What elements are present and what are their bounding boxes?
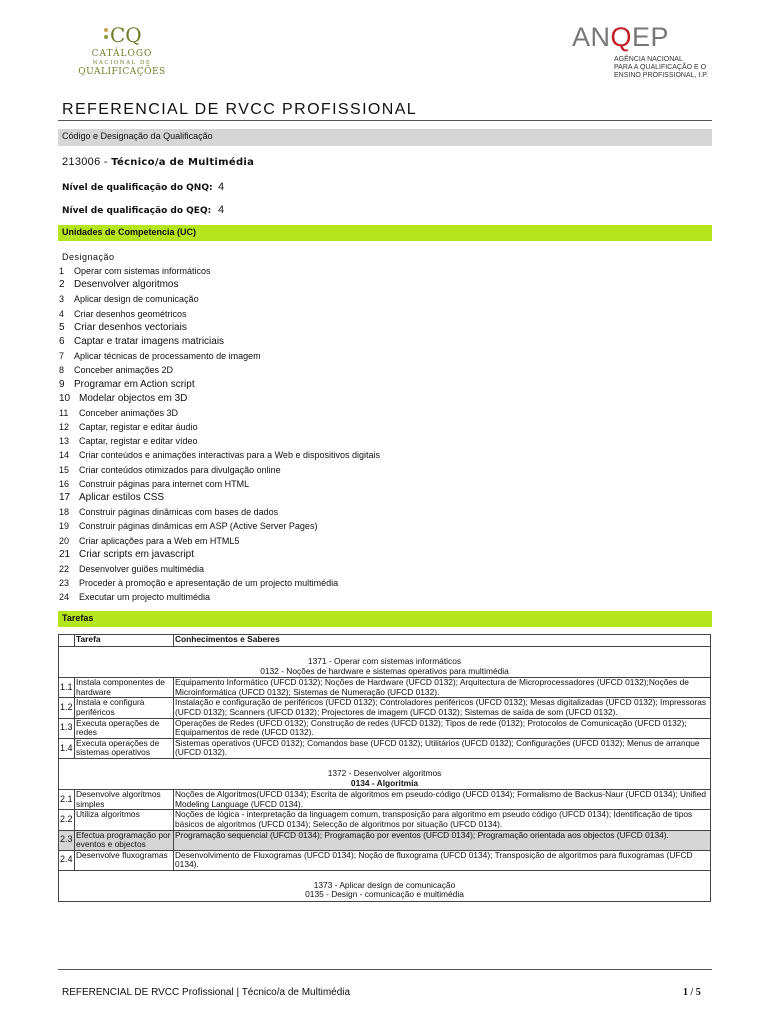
uc-item [58,590,380,604]
uc-item-label: Aplicar técnicas de processamento de imagem [74,351,261,362]
logo-line-2: NACIONAL DE [92,60,152,66]
table-row [59,810,711,830]
task-knowledge: Operações de Redes (UFCD 0132); Construção de redes (UFCD 0132); Tipos de rede (0132); Protocolos de Comunicação (UFCD 0132); Equipamentos de rede (UFCD 0132). [174,718,711,738]
uc-item-label: Captar, registar e editar vídeo [79,436,198,447]
uc-item [58,463,380,477]
uc-group-title: 1371 - Operar com sistemas informáticos [307,656,462,666]
uc-item [58,548,380,562]
uc-item-number: 3 [59,294,65,305]
table-header-row [59,635,711,647]
uc-item-number: 19 [59,521,70,532]
uc-item [58,562,380,576]
uc-item [58,335,380,349]
qeq-label: Nível de qualificação do QEQ: [62,206,212,216]
uc-item-label: Captar, registar e editar áudio [79,422,198,433]
task-number: 2.2 [59,810,75,830]
task-number: 1.1 [59,678,75,698]
qualification-code-line [62,156,254,168]
uc-group-cell [59,758,711,789]
anqep-logo [568,20,708,80]
tarefas-table [58,634,711,902]
qualification-section-bar [58,129,712,146]
qeq-value: 4 [218,204,225,216]
uc-item-number: 10 [59,392,71,404]
uc-item-number: 21 [59,548,71,560]
task-name: Desenvolve fluxogramas [75,850,174,870]
uc-item-number: 2 [59,279,65,291]
uc-item-label: Aplicar estilos CSS [79,492,165,503]
table-row [59,698,711,718]
uc-item-label: Aplicar design de comunicação [74,294,199,305]
uc-item [58,349,380,363]
uc-item-number: 8 [59,365,65,376]
table-row [59,850,711,870]
designacao-heading: Designação [62,252,115,262]
uc-item-label: Criar aplicações para a Web em HTML5 [79,535,240,546]
table-row [59,830,711,850]
uc-item-number: 16 [59,478,70,489]
uc-item-label: Programar em Action script [74,378,195,390]
uc-group-title: 1373 - Aplicar design de comunicação [313,879,456,890]
task-name: Efectua programação por eventos e objectos [75,830,174,850]
uc-item [58,378,380,392]
uc-item [58,307,380,321]
uc-group-row [59,758,711,789]
uc-item-number: 13 [59,436,70,447]
anqep-wordmark: ANQEP [572,22,670,52]
uc-item [58,519,380,533]
uc-item-label: Conceber animações 2D [74,365,174,376]
task-name: Executa operações de redes [75,718,174,738]
tarefas-section-bar [58,611,712,627]
task-knowledge: Programação sequencial (UFCD 0134); Programação por eventos (UFCD 0134); Programação orientada aos objectos (UFCD 0134). [174,830,711,850]
uc-item-label: Executar um projecto multimédia [79,592,211,603]
qualification-section-label: Código e Designação da Qualificação [62,131,213,141]
uc-item [58,363,380,377]
uc-item-label: Criar conteúdos e animações interactivas para a Web e dispositivos digitais [79,450,380,461]
uc-item-number: 20 [59,535,70,546]
uc-item-number: 1 [59,266,65,276]
task-name: Instala componentes de hardware [75,678,174,698]
uc-item-label: Proceder à promoção e apresentação de um projecto multimédia [79,578,339,589]
uc-item [58,491,380,505]
uc-group-row [59,870,711,901]
uc-item-label: Captar e tratar imagens matriciais [74,335,225,347]
cq-monogram-icon [94,20,150,48]
task-name: Desenvolve algoritmos simples [75,790,174,810]
uc-item [58,392,380,406]
uc-item-number: 17 [59,492,71,503]
uc-item [58,505,380,519]
uc-item-number: 14 [59,450,70,461]
uc-item-label: Conceber animações 3D [79,407,179,418]
uc-item-number: 4 [59,308,65,319]
uc-group-cell [59,870,711,901]
uc-item-number: 9 [59,378,65,390]
uc-item-number: 11 [59,407,69,418]
uc-item-label: Construir páginas para internet com HTML [79,478,250,489]
header-num-cell [59,635,75,647]
uc-item-number: 23 [59,578,70,589]
uc-item [58,278,380,292]
qnq-value: 4 [218,181,225,193]
footer-text: REFERENCIAL DE RVCC Profissional | Técnico/a de Multimédia [62,987,351,998]
task-number: 1.4 [59,738,75,758]
uc-item-number: 22 [59,563,70,574]
task-knowledge: Equipamento Informático (UFCD 0132); Noções de Hardware (UFCD 0132); Arquitectura de Microprocessadores (UFCD 0132);Noções de Microinformática (UFCD 0132); Sistemas de Numeração (UFCD 0132). [174,678,711,698]
uc-item-label: Construir páginas dinâmicas em ASP (Active Server Pages) [79,521,318,532]
uc-item [58,576,380,590]
uc-item-number: 15 [59,464,70,475]
task-knowledge: Noções de Algoritmos(UFCD 0134); Escrita de algoritmos em pseudo-código (UFCD 0134); Formalismo de Backus-Naur (UFCD 0134); Unified Modeling Language (UFCD 0134). [174,790,711,810]
qnq-label: Nível de qualificação do QNQ: [62,183,213,193]
uc-item-label: Construir páginas dinâmicas com bases de dados [79,507,279,518]
task-name: Instala e configura periféricos [75,698,174,718]
task-knowledge: Desenvolvimento de Fluxogramas (UFCD 0134); Noção de fluxograma (UFCD 0134); Transposição de algoritmos para fluxogramas (UFCD 0134). [174,850,711,870]
task-knowledge: Instalação e configuração de periféricos (UFCD 0132); Controladores periféricos (UFCD 0132); Mesas digitalizadas (UFCD 0132); Impressoras (UFCD 0132); Scanners (UFCD 0132); Projectores de imagem (UFCD 0132); Sistemas de saída de som (UFCD 0132). [174,698,711,718]
ufcd-title: 0132 - Noções de hardware e sistemas operativos para multimédia [260,665,509,676]
page-number: 1 / 5 [683,987,701,998]
anqep-sub-3: ENSINO PROFISSIONAL, I.P. [614,72,709,79]
task-name: Utiliza algoritmos [75,810,174,830]
footer-divider [58,969,712,970]
anqep-sub-2: PARA A QUALIFICAÇÃO E O [614,64,707,71]
uc-item-number: 7 [59,351,65,362]
table-row [59,790,711,810]
table-row [59,718,711,738]
uc-group-title: 1372 - Desenvolver algoritmos [327,767,442,778]
task-number: 2.3 [59,830,75,850]
uc-item-label: Operar com sistemas informáticos [74,266,211,276]
uc-item [58,534,380,548]
uc-section-label: Unidades de Competencia (UC) [62,227,197,237]
uc-item-number: 6 [59,335,65,347]
title-divider [58,120,712,121]
uc-item-label: Criar desenhos geométricos [74,308,187,319]
task-number: 2.4 [59,850,75,870]
uc-item [58,321,380,335]
uc-item [58,420,380,434]
header-conhecimentos: Conhecimentos e Saberes [174,635,711,647]
uc-group-cell [59,647,711,678]
anqep-sub-1: AGÊNCIA NACIONAL [614,56,683,63]
uc-item-number: 24 [59,592,70,603]
catalogo-logo [72,16,172,82]
table-row [59,678,711,698]
uc-item [58,434,380,448]
uc-item [58,264,380,278]
uc-item-number: 5 [59,321,65,333]
uc-list [58,264,380,605]
tarefas-section-label: Tarefas [62,613,94,623]
uc-item [58,448,380,462]
ufcd-title: 0134 - Algoritmia [350,777,419,788]
uc-item [58,477,380,491]
logo-line-3: QUALIFICAÇÕES [78,67,166,77]
table-row [59,738,711,758]
task-knowledge: Noções de lógica - interpretação da linguagem comum, transposição para algoritmo em pseudo código (UFCD 0134); Identificação de tipos básicos de algoritmos (UFCD 0134); Selecção de algoritmos por situação (UFCD 0134). [174,810,711,830]
uc-item [58,292,380,306]
svg-text:CQ: CQ [110,23,142,47]
uc-item-label: Criar conteúdos otimizados para divulgação online [79,464,281,475]
logo-line-1: CATÁLOGO [91,49,153,59]
task-name: Executa operações de sistemas operativos [75,738,174,758]
qualification-name: Técnico/a de Multimédia [111,157,255,168]
ufcd-title: 0135 - Design - comunicação e multimédia [305,889,464,900]
task-number: 1.2 [59,698,75,718]
task-knowledge: Sistemas operativos (UFCD 0132); Comandos base (UFCD 0132); Utilitários (UFCD 0132); Configurações (UFCD 0132); Menus de arranque (UFCD 0132). [174,738,711,758]
header-tarefa: Tarefa [75,635,174,647]
page-title: REFERENCIAL DE RVCC PROFISSIONAL [62,101,418,118]
uc-section-bar [58,225,712,241]
uc-item-number: 18 [59,507,70,518]
uc-item-number: 12 [59,422,70,433]
uc-item [58,406,380,420]
uc-item-label: Criar desenhos vectoriais [74,321,187,333]
uc-item-label: Modelar objectos em 3D [79,392,188,404]
qualification-code: 213006 - [62,156,112,168]
task-number: 1.3 [59,718,75,738]
task-number: 2.1 [59,790,75,810]
uc-item-label: Desenvolver guiões multimédia [79,563,205,574]
uc-item-label: Desenvolver algoritmos [74,279,179,291]
uc-item-label: Criar scripts em javascript [79,548,195,560]
uc-group-row [59,647,711,678]
